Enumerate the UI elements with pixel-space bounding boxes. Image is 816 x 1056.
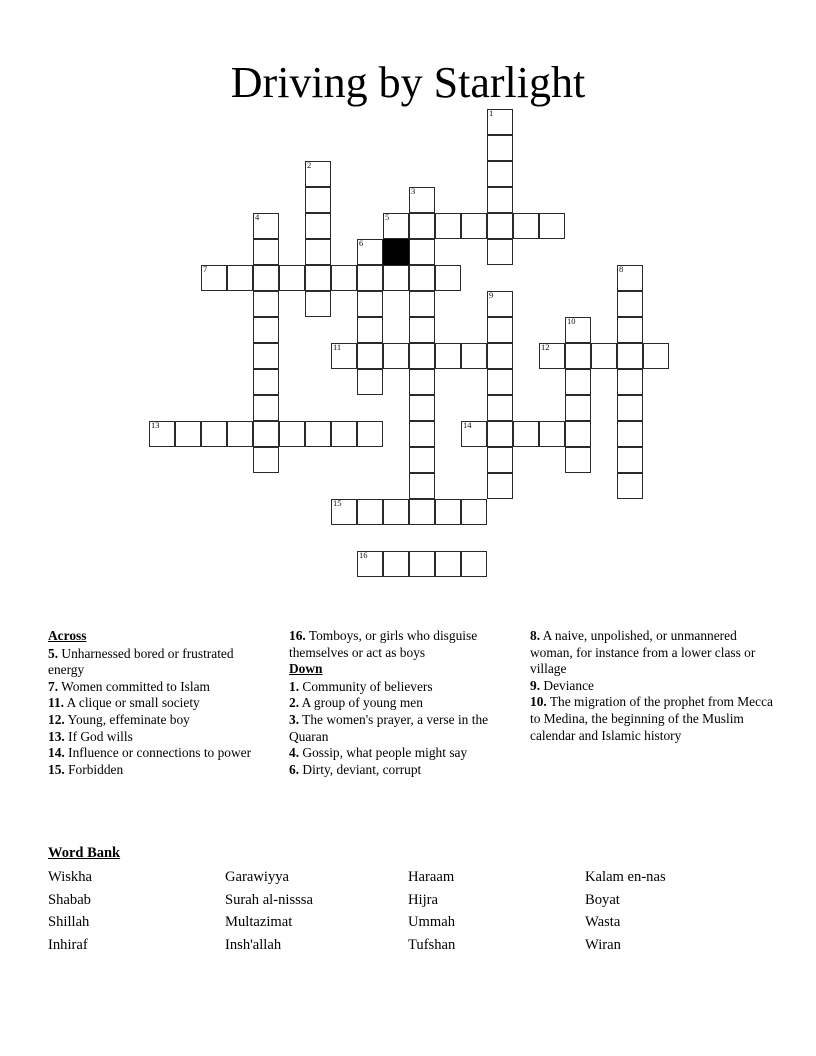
word-bank-grid — [48, 866, 778, 956]
grid-cell[interactable] — [487, 161, 513, 187]
word-bank-word: Ummah — [408, 914, 456, 931]
clue-across-11 — [48, 695, 270, 712]
grid-cell[interactable] — [487, 343, 513, 369]
grid-cell[interactable] — [461, 421, 487, 447]
grid-cell[interactable] — [435, 213, 461, 239]
grid-cell[interactable] — [253, 421, 279, 447]
clue-across-15 — [48, 762, 270, 779]
grid-cell-number: 13 — [151, 420, 160, 430]
word-bank-word: Haraam — [408, 869, 455, 885]
grid-cell-number: 8 — [619, 264, 624, 274]
grid-cell[interactable] — [565, 421, 591, 447]
grid-cell[interactable] — [487, 109, 513, 135]
clue-number: 4. — [289, 745, 300, 761]
clue-across-12 — [48, 712, 270, 729]
grid-cell[interactable] — [357, 343, 383, 369]
grid-cell[interactable] — [617, 317, 643, 343]
clue-text: Deviance — [543, 677, 594, 693]
grid-cell[interactable] — [435, 499, 461, 525]
grid-cell[interactable] — [565, 369, 591, 395]
grid-cell[interactable] — [409, 187, 435, 213]
grid-cell[interactable] — [513, 421, 539, 447]
clue-number: 8. — [530, 628, 541, 643]
grid-cell[interactable] — [253, 395, 279, 421]
clue-number: 9. — [530, 677, 541, 693]
clue-text: Tomboys, or girls who disguise themselves or act as boys — [289, 628, 478, 660]
word-bank-word: Hijra — [408, 891, 438, 908]
grid-cell[interactable] — [617, 473, 643, 499]
grid-cell[interactable] — [643, 343, 669, 369]
grid-cell[interactable] — [305, 161, 331, 187]
clue-number: 15. — [48, 761, 65, 777]
clue-across-7 — [48, 679, 270, 696]
grid-cell[interactable] — [227, 265, 253, 291]
grid-cell[interactable] — [409, 343, 435, 369]
grid-cell[interactable] — [409, 265, 435, 291]
grid-cell[interactable] — [201, 421, 227, 447]
grid-cell[interactable] — [487, 447, 513, 473]
grid-cell[interactable] — [461, 551, 487, 577]
grid-cell[interactable] — [357, 551, 383, 577]
clue-number: 3. — [289, 711, 300, 727]
grid-cell[interactable] — [487, 317, 513, 343]
grid-cell[interactable] — [383, 213, 409, 239]
word-bank-word: Shabab — [48, 891, 91, 908]
clue-text: Forbidden — [68, 761, 124, 777]
grid-cell[interactable] — [617, 343, 643, 369]
grid-cell[interactable] — [305, 213, 331, 239]
grid-cell[interactable] — [253, 369, 279, 395]
word-bank-word: Insh'allah — [225, 936, 282, 953]
grid-cell-number: 9 — [489, 290, 494, 300]
grid-cell[interactable] — [409, 447, 435, 473]
grid-cell[interactable] — [305, 239, 331, 265]
word-bank-word: Kalam en-nas — [585, 869, 666, 885]
clue-text: Gossip, what people might say — [302, 745, 468, 761]
word-bank-word: Surah al-nisssa — [225, 891, 313, 908]
word-bank-word: Boyat — [585, 891, 620, 908]
grid-cell[interactable] — [175, 421, 201, 447]
grid-cell[interactable] — [487, 291, 513, 317]
page-title: Driving by Starlight — [230, 58, 586, 108]
grid-cell[interactable] — [435, 551, 461, 577]
clue-text: A group of young men — [301, 695, 423, 711]
grid-cell-number: 11 — [333, 342, 342, 352]
grid-cell[interactable] — [357, 317, 383, 343]
grid-cell[interactable] — [253, 291, 279, 317]
word-bank-word: Inhiraf — [48, 936, 88, 953]
grid-cell-number: 14 — [463, 420, 472, 430]
clue-text: The migration of the prophet from Mecca to Medina, the beginning of the Muslim calendar and Islamic history — [530, 694, 773, 743]
grid-cell[interactable] — [617, 291, 643, 317]
grid-cell[interactable] — [409, 473, 435, 499]
grid-cell[interactable] — [279, 421, 305, 447]
grid-cell[interactable] — [487, 135, 513, 161]
grid-cell[interactable] — [409, 291, 435, 317]
grid-cell[interactable] — [409, 369, 435, 395]
word-bank-heading: Word Bank — [48, 845, 121, 861]
clue-text: Community of believers — [302, 678, 433, 694]
clue-number: 7. — [48, 678, 59, 694]
clue-across-5 — [48, 646, 270, 679]
grid-cell[interactable] — [565, 447, 591, 473]
clue-number: 11. — [48, 695, 64, 711]
word-bank-word: Shillah — [48, 914, 90, 931]
grid-cell[interactable] — [253, 265, 279, 291]
grid-cell[interactable] — [357, 265, 383, 291]
grid-cell[interactable] — [461, 343, 487, 369]
clue-number: 16. — [289, 628, 306, 643]
grid-cell[interactable] — [435, 343, 461, 369]
grid-cell[interactable] — [409, 551, 435, 577]
grid-cell[interactable] — [409, 239, 435, 265]
grid-cell[interactable] — [461, 499, 487, 525]
clue-number: 5. — [48, 645, 59, 661]
clues-section — [48, 628, 778, 838]
clue-down-9 — [530, 678, 778, 695]
clue-number: 2. — [289, 695, 300, 711]
clue-down-6 — [289, 762, 519, 779]
grid-cell[interactable] — [253, 447, 279, 473]
grid-cell-blocked — [383, 239, 409, 265]
clues-column-3 — [530, 628, 778, 744]
across-heading: Across — [48, 628, 87, 643]
grid-cell[interactable] — [331, 499, 357, 525]
grid-cell-number: 2 — [307, 160, 312, 170]
word-bank-word: Wasta — [585, 914, 621, 931]
grid-cell[interactable] — [383, 499, 409, 525]
grid-cell[interactable] — [539, 343, 565, 369]
grid-cell[interactable] — [253, 239, 279, 265]
grid-cell[interactable] — [487, 369, 513, 395]
grid-cell[interactable] — [331, 265, 357, 291]
grid-cell[interactable] — [409, 421, 435, 447]
grid-cell[interactable] — [357, 291, 383, 317]
clue-down-8 — [530, 628, 778, 678]
word-bank-word: Tufshan — [408, 936, 456, 953]
grid-cell[interactable] — [357, 239, 383, 265]
clue-number: 14. — [48, 745, 65, 761]
grid-cell[interactable] — [617, 447, 643, 473]
grid-cell[interactable] — [487, 473, 513, 499]
clues-column-2 — [289, 628, 519, 778]
down-heading: Down — [289, 661, 323, 677]
grid-cell[interactable] — [487, 421, 513, 447]
grid-cell[interactable] — [357, 421, 383, 447]
grid-cell[interactable] — [409, 213, 435, 239]
grid-cell[interactable] — [487, 239, 513, 265]
grid-cell[interactable] — [435, 265, 461, 291]
word-bank-row — [48, 866, 778, 889]
clue-text: A clique or small society — [66, 695, 200, 711]
grid-cell[interactable] — [305, 291, 331, 317]
grid-cell[interactable] — [565, 317, 591, 343]
grid-cell[interactable] — [487, 213, 513, 239]
clue-text: Unharnessed bored or frustrated energy — [48, 645, 234, 678]
grid-cell[interactable] — [253, 213, 279, 239]
grid-cell[interactable] — [513, 213, 539, 239]
grid-cell-number: 5 — [385, 212, 390, 222]
word-bank-word: Wiran — [585, 936, 621, 953]
grid-cell-number: 7 — [203, 264, 208, 274]
grid-cell[interactable] — [305, 187, 331, 213]
clue-text: Dirty, deviant, corrupt — [302, 761, 422, 777]
word-bank-word: Multazimat — [225, 914, 293, 931]
grid-cell[interactable] — [279, 265, 305, 291]
clue-number: 12. — [48, 711, 65, 727]
clues-column-1 — [48, 628, 270, 778]
grid-cell[interactable] — [149, 421, 175, 447]
grid-cell[interactable] — [331, 343, 357, 369]
clue-number: 6. — [289, 761, 300, 777]
grid-cell[interactable] — [565, 395, 591, 421]
clue-number: 1. — [289, 678, 300, 694]
grid-cell-number: 12 — [541, 342, 550, 352]
grid-cell[interactable] — [253, 343, 279, 369]
grid-cell[interactable] — [357, 499, 383, 525]
grid-cell[interactable] — [253, 317, 279, 343]
grid-cell[interactable] — [617, 395, 643, 421]
grid-cell[interactable] — [539, 213, 565, 239]
grid-cell[interactable] — [201, 265, 227, 291]
grid-cell-number: 6 — [359, 238, 364, 248]
clue-down-2 — [289, 695, 519, 712]
clue-across-16 — [289, 628, 519, 661]
word-bank-row — [48, 934, 778, 957]
grid-cell-number: 16 — [359, 550, 368, 560]
grid-cell[interactable] — [539, 421, 565, 447]
grid-cell[interactable] — [487, 395, 513, 421]
grid-cell[interactable] — [617, 265, 643, 291]
grid-cell-number: 15 — [333, 498, 342, 508]
clue-number: 13. — [48, 728, 65, 744]
clue-text: If God wills — [68, 728, 133, 744]
grid-cell[interactable] — [227, 421, 253, 447]
grid-cell[interactable] — [409, 395, 435, 421]
grid-cell[interactable] — [617, 421, 643, 447]
clue-text: Influence or connections to power — [68, 745, 252, 761]
grid-cell[interactable] — [565, 343, 591, 369]
clue-across-13 — [48, 729, 270, 746]
clue-number: 10. — [530, 694, 547, 710]
grid-cell-number: 10 — [567, 316, 576, 326]
grid-cell[interactable] — [383, 551, 409, 577]
word-bank-row — [48, 911, 778, 934]
word-bank-word: Garawiyya — [225, 869, 290, 885]
grid-cell-number: 4 — [255, 212, 260, 222]
word-bank-row — [48, 889, 778, 912]
grid-cell[interactable] — [383, 265, 409, 291]
grid-cell[interactable] — [487, 187, 513, 213]
grid-cell[interactable] — [357, 369, 383, 395]
clue-text: Young, effeminate boy — [67, 711, 190, 727]
clue-text: Women committed to Islam — [61, 678, 210, 694]
grid-cell[interactable] — [383, 343, 409, 369]
grid-cell[interactable] — [617, 369, 643, 395]
grid-cell[interactable] — [461, 213, 487, 239]
grid-cell[interactable] — [305, 265, 331, 291]
clue-across-14 — [48, 745, 270, 762]
clue-down-3 — [289, 712, 519, 745]
grid-cell[interactable] — [305, 421, 331, 447]
clue-down-10 — [530, 694, 778, 744]
grid-cell[interactable] — [591, 343, 617, 369]
clue-down-1 — [289, 679, 519, 696]
clue-down-4 — [289, 745, 519, 762]
grid-cell[interactable] — [331, 421, 357, 447]
grid-cell-number: 3 — [411, 186, 416, 196]
clue-text: The women's prayer, a verse in the Quaran — [289, 711, 489, 744]
grid-cell[interactable] — [409, 499, 435, 525]
clue-text: A naive, unpolished, or unmannered woman, for instance from a lower class or village — [530, 628, 756, 677]
grid-cell-number: 1 — [489, 108, 494, 118]
word-bank-word: Wiskha — [48, 869, 92, 885]
grid-cell[interactable] — [409, 317, 435, 343]
word-bank-section — [48, 845, 778, 956]
